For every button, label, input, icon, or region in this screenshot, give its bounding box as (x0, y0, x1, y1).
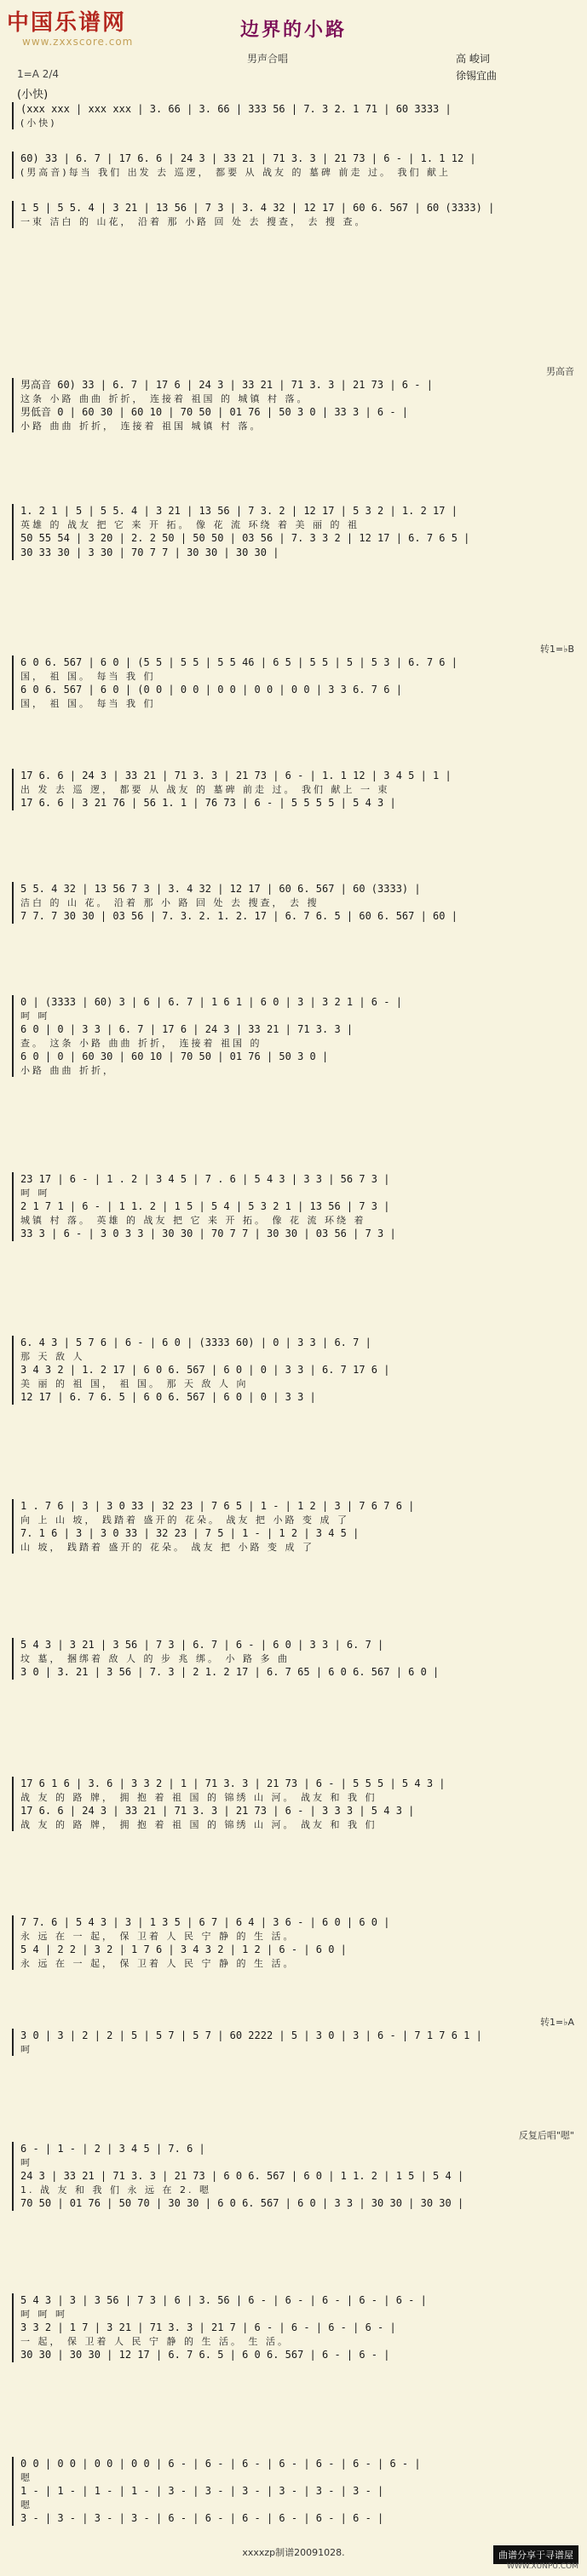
score-system (12, 1638, 578, 1680)
notation-line: 6 0 | 0 | 60 30 | 60 10 | 70 50 | 01 76 | 50 3 0 | (20, 1050, 329, 1062)
score-system (12, 2457, 578, 2526)
notation-line: 1. 2 1 | 5 | 5 5. 4 | 3 21 | 13 56 | 7 3. 2 | 12 17 | 5 3 2 | 1. 2 17 | (20, 505, 458, 517)
lyric-line: 呵 (20, 2044, 32, 2055)
lyric-line: 城镇 村 落。 英雄 的 战友 把 它 来 开 拓。 像 花 流 环绕 着 (20, 1215, 366, 1226)
lyric-line: 查。 这条 小路 曲曲 折折， 连接着 祖国 的 (20, 1038, 262, 1049)
footer-note: xxxxzp制谱20091028. (242, 2547, 345, 2558)
notation-line: 3 0 | 3 | 2 | 2 | 5 | 5 7 | 5 7 | 60 2222 | 5 | 3 0 | 3 | 6 - | 7 1 7 6 1 | (20, 2029, 482, 2041)
lyric-line: 向 上 山 坡， 践踏着 盛开的 花朵。 战友 把 小路 变 成 了 (20, 1514, 349, 1526)
lyric-line: 美 丽 的 祖 国， 祖 国。 那 天 敌 人 向 (20, 1378, 249, 1389)
notation-line: (xxx xxx | xxx xxx | 3. 66 | 3. 66 | 333 56 | 7. 3 2. 1 71 | 60 3333 | (20, 103, 452, 115)
lyric-line: 呵 呵 (20, 1010, 50, 1022)
watermark-logo: 曲谱分享于寻谱屋 (493, 2545, 578, 2564)
subtitle: 男声合唱 (247, 53, 289, 65)
notation-line: 17 6. 6 | 24 3 | 33 21 | 71 3. 3 | 21 73 | 6 - | 1. 1 12 | 3 4 5 | 1 | (20, 770, 452, 781)
lyric-line: 永 远 在 一 起， 保 卫着 人 民 宁 静 的 生 活。 (20, 1958, 296, 1969)
lyric-line: 呵 呵 (20, 1188, 50, 1199)
notation-line: 3 4 3 2 | 1. 2 17 | 6 0 6. 567 | 6 0 | 0 | 3 3 | 6. 7 17 6 | (20, 1364, 390, 1376)
lyric-line: 山 坡， 践踏着 盛开的 花朵。 战友 把 小路 变 成 了 (20, 1542, 314, 1553)
score-system (12, 504, 578, 560)
notation-line: 60) 33 | 6. 7 | 17 6. 6 | 24 3 | 33 21 | 71 3. 3 | 21 73 | 6 - | 1. 1 12 | (20, 152, 476, 164)
lyricist: 高 峻词 (456, 53, 490, 65)
notation-line: 17 6. 6 | 3 21 76 | 56 1. 1 | 76 73 | 6 - | 5 5 5 5 | 5 4 3 | (20, 797, 396, 809)
lyric-line: 一束 洁白 的 山花， 沿着 那 小路 回 处 去 搜查， 去 搜 查。 (20, 216, 367, 227)
notation-line: 7 7. 6 | 5 4 3 | 3 | 1 3 5 | 6 7 | 6 4 | 3 6 - | 6 0 | 6 0 | (20, 1916, 390, 1928)
notation-line: 33 3 | 6 - | 3 0 3 3 | 30 30 | 70 7 7 | 30 30 | 03 56 | 7 3 | (20, 1228, 396, 1239)
score-system (12, 644, 578, 710)
score-system (12, 1172, 578, 1241)
notation-line: 3 0 | 3. 21 | 3 56 | 7. 3 | 2 1. 2 17 | 6. 7 65 | 6 0 6. 567 | 6 0 | (20, 1666, 440, 1678)
notation-line: 1 . 7 6 | 3 | 3 0 33 | 32 23 | 7 6 5 | 1 - | 1 2 | 3 | 7 6 7 6 | (20, 1500, 415, 1512)
site-logo: 中国乐谱网 (7, 10, 127, 36)
lyric-line: 一 起， 保 卫着 人 民 宁 静 的 生 活。 生 活。 (20, 2336, 290, 2347)
notation-line: 30 30 | 30 30 | 12 17 | 6. 7 6. 5 | 6 0 6. 567 | 6 - | 6 - | (20, 2349, 390, 2361)
system-label: 转1=♭B (540, 644, 574, 655)
score-system (12, 1336, 578, 1405)
lyric-line: 出 发 去 巡 逻， 都要 从 战友 的 墓碑 前走 过。 我们 献上 一 束 (20, 784, 390, 795)
score-system (12, 995, 578, 1077)
notation-line: 2 1 7 1 | 6 - | 1 1. 2 | 1 5 | 5 4 | 5 3 2 1 | 13 56 | 7 3 | (20, 1200, 390, 1212)
notation-line: 3 3 2 | 1 7 | 3 21 | 71 3. 3 | 21 7 | 6 - | 6 - | 6 - | 6 - | (20, 2321, 396, 2333)
lyric-line: 这条 小路 曲曲 折折， 连接着 祖国 的 城镇 村 落。 (20, 393, 309, 404)
notation-line: 1 - | 1 - | 1 - | 1 - | 3 - | 3 - | 3 - | 3 - | 3 - | 3 - | (20, 2485, 384, 2497)
site-url: www.zxxscore.com (22, 36, 134, 48)
lyric-line: 永 远 在 一 起， 保 卫着 人 民 宁 静 的 生 活。 (20, 1931, 296, 1942)
lyric-line: (小快) (20, 117, 57, 129)
lyric-line: 小路 曲曲 折折， 连接着 祖国 城镇 村 落。 (20, 421, 262, 432)
system-label: 转1=♭A (540, 2017, 574, 2028)
lyric-line: 英雄 的 战友 把 它 来 开 拓。 像 花 流 环绕 着 美 丽 的 祖 (20, 519, 360, 530)
notation-line: 男低音 0 | 60 30 | 60 10 | 70 50 | 01 76 | 50 3 0 | 33 3 | 6 - | (20, 406, 409, 418)
score-system (12, 201, 578, 228)
tempo-marking: (小快) (17, 89, 49, 101)
score-system (12, 1915, 578, 1970)
score-system (12, 1777, 578, 1831)
score-system (12, 882, 578, 924)
system-label: 男高音 (546, 366, 574, 377)
notation-line: 23 17 | 6 - | 1 . 2 | 3 4 5 | 7 . 6 | 5 4 3 | 3 3 | 56 7 3 | (20, 1173, 390, 1185)
notation-line: 17 6. 6 | 24 3 | 33 21 | 71 3. 3 | 21 73 | 6 - | 3 3 3 | 5 4 3 | (20, 1805, 415, 1817)
notation-line: 6. 4 3 | 5 7 6 | 6 - | 6 0 | (3333 60) | 0 | 3 3 | 6. 7 | (20, 1337, 371, 1348)
score-system (12, 2293, 578, 2362)
notation-line: 7. 1 6 | 3 | 3 0 33 | 32 23 | 7 5 | 1 - | 1 2 | 3 4 5 | (20, 1527, 360, 1539)
notation-line: 24 3 | 33 21 | 71 3. 3 | 21 73 | 6 0 6. 567 | 6 0 | 1 1. 2 | 1 5 | 5 4 | (20, 2170, 464, 2182)
notation-line: 5 4 | 2 2 | 3 2 | 1 7 6 | 3 4 3 2 | 1 2 | 6 - | 6 0 | (20, 1943, 347, 1955)
notation-line: 5 4 3 | 3 | 3 56 | 7 3 | 6 | 3. 56 | 6 - | 6 - | 6 - | 6 - | 6 - | (20, 2294, 427, 2306)
lyric-line: 呵 (20, 2157, 32, 2168)
lyric-line: 1. 战 友 和 我 们 永 远 在 2. 嗯 (20, 2184, 211, 2195)
watermark-url: WWW.XUNPU.COM (506, 2562, 578, 2571)
score-system (12, 769, 578, 810)
lyric-line: 国， 祖 国。 每当 我 们 (20, 671, 156, 682)
lyric-line: (男高音)每当 我们 出发 去 巡逻， 都要 从 战友 的 墓碑 前走 过。 我们 献上 (20, 167, 452, 178)
notation-line: 0 | (3333 | 60) 3 | 6 | 6. 7 | 1 6 1 | 6 0 | 3 | 3 2 1 | 6 - | (20, 996, 402, 1008)
lyric-line: 那 天 敌 人 (20, 1351, 85, 1362)
notation-line: 7 7. 7 30 30 | 03 56 | 7. 3. 2. 1. 2. 17 | 6. 7 6. 5 | 60 6. 567 | 60 | (20, 910, 458, 922)
notation-line: 6 0 6. 567 | 6 0 | (0 0 | 0 0 | 0 0 | 0 0 | 0 0 | 3 3 6. 7 6 | (20, 684, 402, 696)
score-system (12, 366, 578, 432)
key-signature: 1=A 2/4 (17, 68, 60, 80)
notation-line: 6 0 | 0 | 3 3 | 6. 7 | 17 6 | 24 3 | 33 21 | 71 3. 3 | (20, 1023, 354, 1035)
notation-line: 6 0 6. 567 | 6 0 | (5 5 | 5 5 | 5 5 46 | 6 5 | 5 5 | 5 | 5 3 | 6. 7 6 | (20, 656, 458, 668)
notation-line: 6 - | 1 - | 2 | 3 4 5 | 7. 6 | (20, 2143, 205, 2155)
notation-line: 男高音 60) 33 | 6. 7 | 17 6 | 24 3 | 33 21 | 71 3. 3 | 21 73 | 6 - | (20, 379, 433, 391)
notation-line: 12 17 | 6. 7 6. 5 | 6 0 6. 567 | 6 0 | 0 | 3 3 | (20, 1391, 316, 1403)
lyric-line: 呵 呵 呵 (20, 2309, 67, 2320)
lyric-line: 小路 曲曲 折折， (20, 1065, 115, 1076)
notation-line: 3 - | 3 - | 3 - | 3 - | 6 - | 6 - | 6 - | 6 - | 6 - | 6 - | (20, 2512, 384, 2524)
lyric-line: 坟 墓， 捆绑着 敌 人 的 步 兆 绑。 小 路 多 曲 (20, 1653, 290, 1664)
system-label: 反复后唱"嗯" (518, 2130, 574, 2141)
notation-line: 1 5 | 5 5. 4 | 3 21 | 13 56 | 7 3 | 3. 4 32 | 12 17 | 60 6. 567 | 60 (3333) | (20, 202, 495, 214)
lyric-line: 战 友 的 路 牌， 拥 抱 着 祖 国 的 锦绣 山 河。 战友 和 我 们 (20, 1819, 377, 1830)
notation-line: 50 55 54 | 3 20 | 2. 2 50 | 50 50 | 03 56 | 7. 3 3 2 | 12 17 | 6. 7 6 5 | (20, 532, 470, 544)
notation-line: 5 5. 4 32 | 13 56 7 3 | 3. 4 32 | 12 17 | 60 6. 567 | 60 (3333) | (20, 883, 421, 895)
page-title: 边界的小路 (239, 19, 347, 41)
lyric-line: 嗯 (20, 2499, 32, 2510)
notation-line: 0 0 | 0 0 | 0 0 | 0 0 | 6 - | 6 - | 6 - | 6 - | 6 - | 6 - | 6 - | (20, 2458, 421, 2470)
notation-line: 17 6 1 6 | 3. 6 | 3 3 2 | 1 | 71 3. 3 | 21 73 | 6 - | 5 5 5 | 5 4 3 | (20, 1777, 446, 1789)
notation-line: 70 50 | 01 76 | 50 70 | 30 30 | 6 0 6. 567 | 6 0 | 3 3 | 30 30 | 30 30 | (20, 2197, 464, 2209)
lyric-line: 战 友 的 路 牌， 拥 抱 着 祖 国 的 锦绣 山 河。 战友 和 我 们 (20, 1792, 377, 1803)
score-system (12, 2017, 578, 2056)
score-system (12, 152, 578, 179)
notation-line: 5 4 3 | 3 21 | 3 56 | 7 3 | 6. 7 | 6 - | 6 0 | 3 3 | 6. 7 | (20, 1639, 384, 1651)
lyric-line: 国， 祖 国。 每当 我 们 (20, 698, 156, 709)
lyric-line: 嗯 (20, 2472, 32, 2483)
notation-line: 30 33 30 | 3 30 | 70 7 7 | 30 30 | 30 30 | (20, 547, 279, 558)
lyric-line: 洁白 的 山 花。 沿着 那 小 路 回 处 去 搜查， 去 搜 (20, 897, 319, 908)
score-system (12, 1499, 578, 1554)
score-system (12, 2130, 578, 2211)
composer: 徐锡宜曲 (456, 70, 498, 82)
score-system (12, 102, 578, 129)
